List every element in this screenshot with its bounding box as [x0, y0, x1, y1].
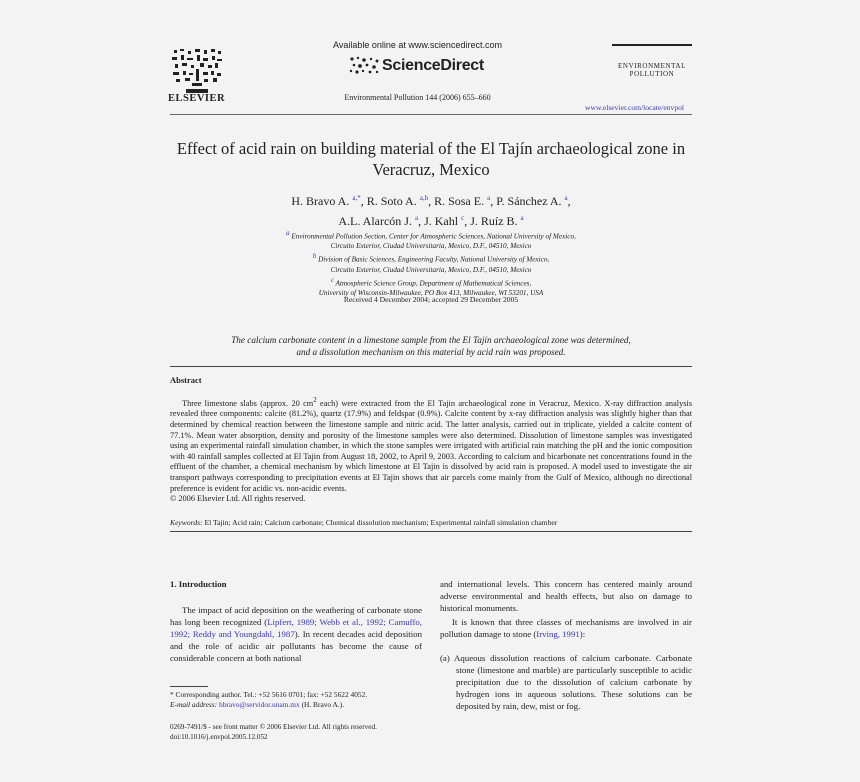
- affil-mark: a: [286, 229, 290, 237]
- journal-reference: Environmental Pollution 144 (2006) 655–660: [344, 93, 491, 102]
- author-name: R. Sosa E.: [434, 194, 485, 208]
- author-separator: ,: [567, 194, 571, 208]
- summary-line: The calcium carbonate content in a limestone sample from the El Tajín archaeological zone was determined,: [231, 335, 631, 345]
- article-title: Effect of acid rain on building material of the El Tajín archaeological zone in Veracruz, Mexico: [176, 139, 686, 179]
- author-name: H. Bravo A.: [291, 194, 350, 208]
- author-affil-mark[interactable]: a,*: [352, 194, 361, 202]
- abstract-rule-top: [170, 366, 692, 367]
- summary-line: and a dissolution mechanism on this material by acid rain was proposed.: [296, 347, 566, 357]
- author-line-1: [170, 190, 692, 210]
- author-affil-mark[interactable]: a: [487, 194, 491, 202]
- keywords-list: El Tajin; Acid rain; Calcium carbonate; Chemical dissolution mechanism; Experimental rainfall simulation chamber: [202, 518, 558, 527]
- affil-line: Circuito Exterior, Ciudad Universitaria, Mexico, D.F., 04510, Mexico: [330, 265, 532, 274]
- author-affil-mark[interactable]: a: [520, 214, 524, 222]
- author-name: P. Sánchez A.: [496, 194, 562, 208]
- paragraph-text: It is known that three classes of mechanisms are involved in air pollution damage to stone (: [440, 617, 692, 639]
- abstract-text-part: each) were extracted from the El Tajin archaeological zone in Veracruz, Mexico. X-ray diffraction analysis revealed three components: calcite (81.2%), quartz (17.9%) and feldspar (0.9%). Calcite content by x-ray diffraction analysis was slightly higher than that determined by chemical reaction between the limestone sample and nitric acid. The latter analysis, carried out in triplicate, yielded a calcite content of 77.1%. Mean water absorption, density and porosity of the limestone samples were also determined. Dissolution of limestone samples was investigated using an experimental rainfall simulation chamber, in which the stone samples were irrigated with artificial rain matching the pH and the ionic composition with 40 rainfall samples collected at El Tajin from August 18, 2002, to April 9, 2003. According to calcium and bicarbonate net concentrations found in the effluent of the chamber, a chemical mechanism by which limestone at El Tajin is dissolved by acid rain is proposed. A model used to investigate the air transport pathways corresponding to precipitation events at El Tajin shows that air parcels come mainly from the Gulf of Mexico, although no directional preference is evident for acidic vs. non-acidic events.: [170, 398, 692, 493]
- sciencedirect-dots-icon: [348, 55, 380, 75]
- author-affil-mark[interactable]: a: [414, 214, 419, 222]
- author-separator: ,: [490, 194, 497, 208]
- issn-line: 0269-7491/$ - see front matter © 2006 Elsevier Ltd. All rights reserved.: [170, 723, 377, 731]
- author-separator: ,: [428, 194, 435, 208]
- paragraph-text: The impact of acid deposition on the weathering of carbonate stone has long been recognized (: [170, 605, 422, 627]
- corresponding-author-footnote: [170, 690, 430, 710]
- section-heading-introduction: 1. Introduction: [170, 579, 227, 589]
- email-suffix: (H. Bravo A.).: [299, 700, 345, 709]
- author-name: R. Soto A.: [366, 194, 417, 208]
- affil-mark: c: [330, 275, 334, 284]
- author-separator: ,: [464, 214, 471, 228]
- header-rule: [170, 114, 692, 115]
- received-dates: Received 4 December 2004; accepted 29 December 2005: [343, 295, 519, 304]
- author-line-2: [170, 210, 692, 230]
- author-separator: ,: [360, 194, 367, 208]
- affil-mark: b: [312, 252, 317, 261]
- email-link[interactable]: hbravo@servidor.unam.mx: [219, 700, 300, 709]
- author-name: A.L. Alarcón J.: [338, 214, 412, 228]
- author-name: J. Ruíz B.: [470, 214, 518, 228]
- author-affil-mark[interactable]: c: [461, 214, 465, 222]
- journal-url-link[interactable]: www.elsevier.com/locate/envpol: [585, 103, 685, 112]
- author-affil-mark[interactable]: a: [564, 194, 568, 202]
- affil-line: Circuito Exterior, Ciudad Universitaria, Mexico, D.F., 04510, Mexico: [330, 242, 532, 251]
- keywords-rule: [170, 531, 692, 532]
- paragraph-text: ):: [579, 629, 586, 639]
- abstract-text-part: Three limestone slabs (approx. 20 cm: [182, 398, 314, 408]
- body-paragraph: [440, 616, 692, 640]
- keywords: [170, 518, 692, 527]
- body-left-column: [170, 578, 422, 664]
- body-right-column: [440, 578, 692, 712]
- doi-line[interactable]: doi:10.1016/j.envpol.2005.12.052: [170, 733, 268, 741]
- body-paragraph: and international levels. This concern has centered mainly around adverse environmental and health effects, but also on damage to historical monuments.: [440, 579, 692, 613]
- abstract-heading: Abstract: [170, 375, 202, 385]
- abstract-text: [170, 395, 692, 505]
- author-affil-mark[interactable]: a,b: [419, 194, 429, 202]
- citation-link[interactable]: Lipfert, 1989; Webb et al., 1992; Camuffo, 1992; Reddy and Youngdahl, 1987: [170, 617, 422, 639]
- citation-link[interactable]: Irving, 1991: [536, 629, 580, 639]
- sciencedirect-logo: ScienceDirect: [382, 57, 484, 74]
- body-paragraph: [170, 604, 422, 664]
- abstract-superscript: 2: [313, 396, 317, 404]
- affil-line: University of Wisconsin-Milwaukee, PO Box 413, Milwaukee, WI 53201, USA: [318, 289, 544, 298]
- available-online-note: Available online at www.sciencedirect.com: [333, 40, 502, 50]
- author-list: [170, 190, 692, 230]
- email-label: E-mail address:: [170, 700, 218, 709]
- affiliation-a: [170, 228, 692, 241]
- author-name: J. Kahl: [424, 214, 459, 228]
- affil-line: Environmental Pollution Section, Center for Atmospheric Sciences, National University of Mexico,: [291, 232, 576, 241]
- journal-logo-bar: [612, 44, 692, 46]
- list-item: (a) Aqueous dissolution reactions of calcium carbonate. Carbonate stone (limestone and marble) are particularly susceptible to acidic precipitation due to the dissolution of calcium carbonate by hydrogen ions in aqueous solutions. These solutions can be deposited by rain, dew, mist or fog.: [440, 653, 692, 711]
- elsevier-logo-text: ELSEVIER: [168, 93, 226, 104]
- footnote-rule: [170, 686, 208, 687]
- footnote-contact: * Corresponding author. Tel.: +52 5616 0701; fax: +52 5622 4052.: [170, 690, 368, 699]
- affiliation-b: [170, 251, 692, 264]
- footnote-email-line: [170, 700, 430, 710]
- page-footer: [170, 722, 470, 742]
- graphical-summary: [170, 334, 692, 358]
- journal-logo-title: ENVIRONMENTAL POLLUTION: [618, 62, 686, 78]
- author-separator: ,: [418, 214, 425, 228]
- paragraph-text: ). In recent decades acid deposition and the role of acidic air pollutants has become the cause of considerable concern at both national: [170, 629, 422, 663]
- affiliation-c: [170, 275, 692, 288]
- abstract-copyright: © 2006 Elsevier Ltd. All rights reserved.: [170, 494, 306, 504]
- affil-line: Division of Basic Sciences, Engineering Faculty, National University of Mexico,: [318, 255, 550, 264]
- keywords-label: Keywords:: [170, 518, 203, 527]
- affiliations: [170, 228, 692, 298]
- affil-line: Atmospheric Science Group, Department of Mathematical Sciences,: [335, 279, 532, 288]
